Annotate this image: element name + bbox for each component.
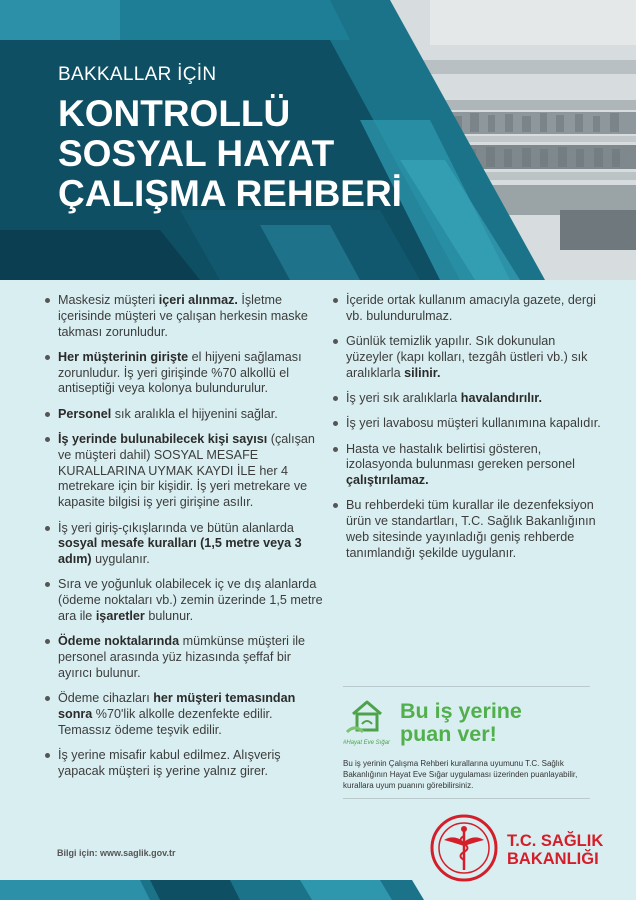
title-line: KONTROLLÜ xyxy=(58,93,291,134)
rule-text: İş yerine misafir kabul edilmez. Alışveriş yapacak müşteri iş yerine yalnız girer. xyxy=(58,748,281,778)
rate-headline: Bu iş yerine puan ver! xyxy=(400,699,522,746)
rule-text: sık aralıkla el hijyenini sağlar. xyxy=(111,406,278,421)
bullet-dot xyxy=(333,447,338,452)
page-title xyxy=(58,94,478,214)
hes-icon-caption: #Hayat Eve Sığar xyxy=(343,740,391,746)
ministry-seal-logo xyxy=(430,814,498,882)
rule-text: el hijyeni sağlaması zorunludur. İş yeri girişinde %70 alkollü el antiseptiği veya kolonya bulundurulur. xyxy=(58,349,302,396)
rule-item xyxy=(331,416,601,432)
rule-text: İş yeri sık aralıklarla xyxy=(346,390,461,405)
bullet-dot xyxy=(45,412,50,417)
hero-banner xyxy=(0,0,636,280)
bullet-dot xyxy=(45,582,50,587)
rule-text: Sıra ve yoğunluk olabilecek iç ve dış alanlarda (ödeme noktaları vb.) zemin üzerinde 1,5 metre ara ile xyxy=(58,577,323,624)
rule-item xyxy=(331,391,601,407)
bullet-dot xyxy=(45,639,50,644)
left-rules-column xyxy=(43,293,325,789)
bullet-dot xyxy=(45,526,50,531)
rule-emphasis: Personel xyxy=(58,406,112,421)
rule-item xyxy=(43,634,325,681)
rule-emphasis: İş yerinde bulunabilecek kişi sayısı xyxy=(58,432,268,447)
rule-item xyxy=(331,442,601,489)
rule-text: Günlük temizlik yapılır. Sık dokunulan yüzeyler (kapı kolları, tezgâh üstleri vb.) sık aralıklarla xyxy=(346,334,588,380)
ministry-name xyxy=(507,832,603,868)
rule-text: İçeride ortak kullanım amacıyla gazete, dergi vb. bulundurulmaz. xyxy=(346,293,596,323)
bullet-dot xyxy=(333,396,338,401)
bullet-dot xyxy=(45,437,50,442)
rule-emphasis: her müşteri temasından sonra xyxy=(58,691,296,722)
rule-emphasis: içeri alınmaz. xyxy=(158,293,238,307)
rule-item xyxy=(43,407,325,423)
ministry-line: T.C. SAĞLIK xyxy=(507,832,604,850)
rule-item xyxy=(43,350,325,397)
right-rules-column xyxy=(331,293,601,571)
bullet-dot xyxy=(333,298,338,303)
footer-band xyxy=(0,880,636,900)
rule-emphasis: havalandırılır. xyxy=(460,390,542,405)
rule-text: İş yeri giriş-çıkışlarında ve bütün alanlarda xyxy=(58,520,294,535)
rule-text: İşletme içerisinde müşteri ve çalışan herkesin maske takması zorunludur. xyxy=(58,293,308,339)
bullet-dot xyxy=(333,421,338,426)
rule-text: bulunur. xyxy=(144,609,194,624)
info-link[interactable]: Bilgi için: www.saglik.gov.tr xyxy=(57,848,176,858)
divider xyxy=(343,686,590,687)
ministry-line: BAKANLIĞI xyxy=(507,850,599,868)
bullet-dot xyxy=(45,753,50,758)
rule-emphasis: Her müşterinin girişte xyxy=(58,349,189,364)
rule-text: %70'lik alkolle dezenfekte edilir. Temassız ödeme teşvik edilir. xyxy=(58,707,273,737)
rule-text: Hasta ve hastalık belirtisi gösteren, izolasyonda bulunması gereken personel xyxy=(346,441,575,472)
divider xyxy=(343,798,590,799)
rule-emphasis: işaretler xyxy=(95,609,145,624)
title-line: ÇALIŞMA REHBERİ xyxy=(58,173,402,214)
rule-item xyxy=(331,334,601,381)
hayat-eve-sigar-icon xyxy=(343,696,391,740)
bullet-dot xyxy=(45,696,50,701)
title-line: SOSYAL HAYAT xyxy=(58,133,335,174)
rule-item xyxy=(43,577,325,624)
rule-text: Bu rehberdeki tüm kurallar ile dezenfeksiyon ürün ve standartları, T.C. Sağlık Bakanlığının web sitesinde yayınladığı geniş rehberde tanımlandığı şekilde uygulanır. xyxy=(346,498,596,560)
rule-item xyxy=(43,432,325,511)
rule-text: İş yeri lavabosu müşteri kullanımına kapalıdır. xyxy=(346,416,601,431)
rule-item xyxy=(331,293,601,325)
bullet-dot xyxy=(333,503,338,508)
rule-text: (çalışan ve müşteri dahil) SOSYAL MESAFE KURALLARINA UYMAK KAYDI İLE her 4 metrekare için bir kişidir. İş yeri metrekare ve kapasite bilgisi iş yeri girişine asılır. xyxy=(58,432,315,510)
hero-subtitle: BAKKALLAR İÇİN xyxy=(58,64,217,85)
rule-emphasis: sosyal mesafe kuralları (1,5 metre veya 3 adım) xyxy=(58,536,302,567)
rule-emphasis: çalıştırılamaz. xyxy=(346,473,429,488)
rule-text: mümkünse müşteri ile personel arasında yüz hizasında şeffaf bir ayırıcı bulunur. xyxy=(58,634,306,680)
rule-emphasis: silinir. xyxy=(404,365,441,380)
rule-item xyxy=(43,748,325,780)
rule-text: Ödeme cihazları xyxy=(58,691,154,706)
rule-item xyxy=(43,293,325,340)
bullet-dot xyxy=(333,339,338,344)
rule-item xyxy=(43,691,325,738)
rule-emphasis: Ödeme noktalarında xyxy=(58,634,180,649)
rule-text: Maskesiz müşteri xyxy=(58,293,159,307)
rule-item xyxy=(43,521,325,568)
bullet-dot xyxy=(45,298,50,303)
rule-item xyxy=(331,498,601,561)
bullet-dot xyxy=(45,355,50,360)
rate-description: Bu iş yerinin Çalışma Rehberi kurallarına uyumunu T.C. Sağlık Bakanlığının Hayat Eve Sığar uygulaması üzerinden puanlayabilir, kurallara uyum puanını görebilirsiniz. xyxy=(343,759,578,790)
rule-text: uygulanır. xyxy=(91,552,150,567)
